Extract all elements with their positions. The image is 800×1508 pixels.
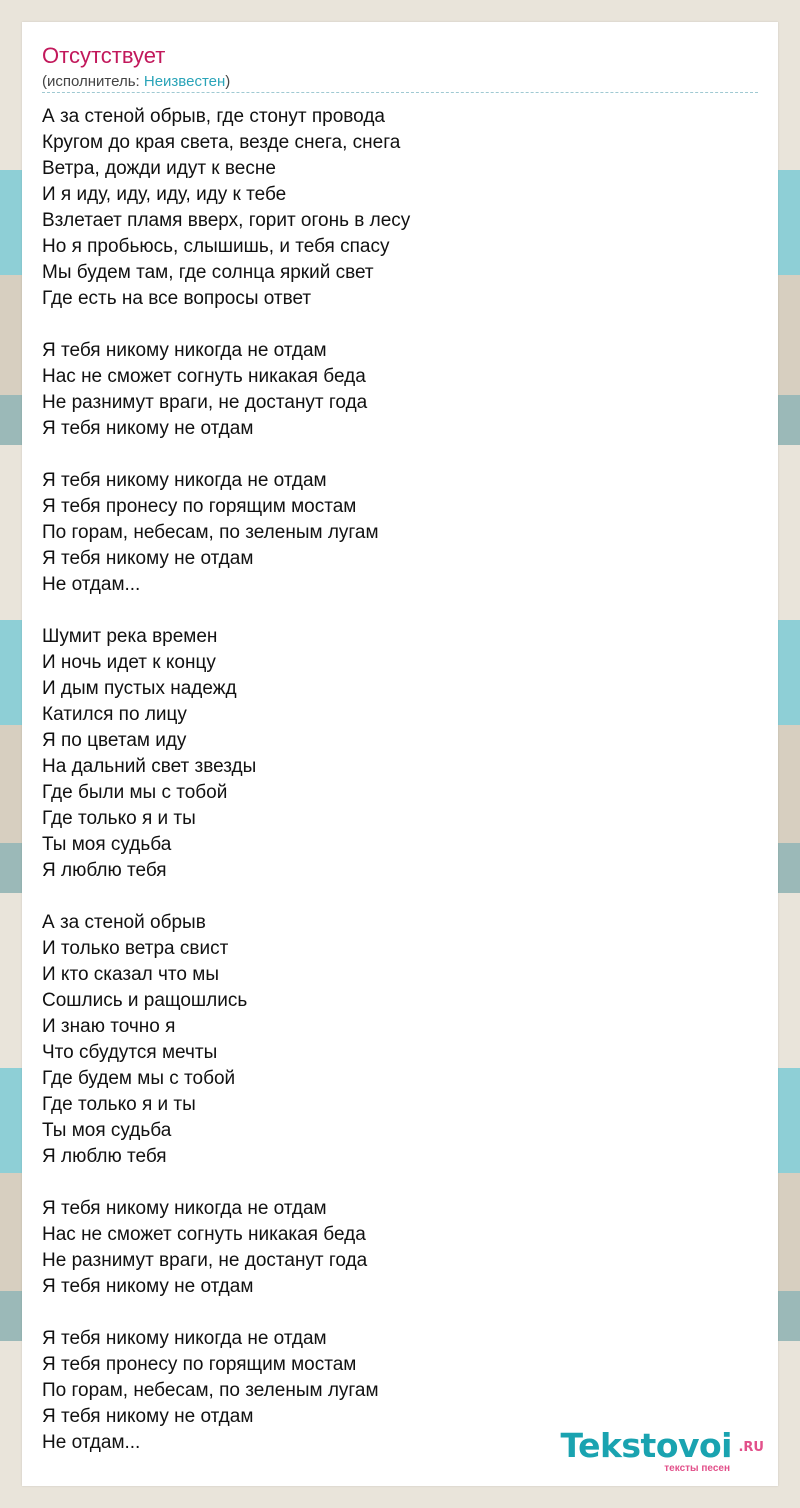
lyric-line: Я тебя никому никогда не отдам <box>42 340 327 361</box>
lyric-line: На дальний свет звезды <box>42 756 257 777</box>
lyric-line: Где были мы с тобой <box>42 782 228 803</box>
stanza-gap <box>42 442 742 468</box>
lyric-line: Я тебя пронесу по горящим мостам <box>42 1354 357 1375</box>
site-logo[interactable] <box>560 1426 770 1478</box>
stanza-gap <box>42 884 742 910</box>
dashed-divider <box>42 92 758 93</box>
lyric-line: Я люблю тебя <box>42 1146 167 1167</box>
stanza-gap <box>42 598 742 624</box>
lyric-line: Я тебя никому не отдам <box>42 548 254 569</box>
lyric-line: А за стеной обрыв, где стонут провода <box>42 106 385 127</box>
lyric-line: Взлетает пламя вверх, горит огонь в лесу <box>42 210 411 231</box>
lyric-line: Я тебя никому никогда не отдам <box>42 1328 327 1349</box>
lyric-line: Где только я и ты <box>42 808 196 829</box>
lyric-line: Мы будем там, где солнца яркий свет <box>42 262 374 283</box>
lyric-line: Но я пробьюсь, слышишь, и тебя спасу <box>42 236 390 257</box>
lyric-line: По горам, небесам, по зеленым лугам <box>42 522 379 543</box>
lyric-line: Что сбудутся мечты <box>42 1042 218 1063</box>
lyric-line: Ветра, дожди идут к весне <box>42 158 276 179</box>
lyric-line: И знаю точно я <box>42 1016 176 1037</box>
lyric-line: Где только я и ты <box>42 1094 196 1115</box>
logo-wordmark: Tekstovoi <box>560 1426 732 1465</box>
logo-subtitle: тексты песен <box>664 1463 730 1474</box>
lyric-line: По горам, небесам, по зеленым лугам <box>42 1380 379 1401</box>
lyric-line: Где будем мы с тобой <box>42 1068 236 1089</box>
artist-prefix: (исполнитель: <box>42 73 144 90</box>
lyric-line: Где есть на все вопросы ответ <box>42 288 312 309</box>
lyric-line: Я тебя никому не отдам <box>42 1276 254 1297</box>
stanza-gap <box>42 312 742 338</box>
song-title: Отсутствует <box>42 43 166 68</box>
lyric-line: И я иду, иду, иду, иду к тебе <box>42 184 287 205</box>
lyric-line: Не разнимут враги, не достанут года <box>42 1250 368 1271</box>
lyric-line: И кто сказал что мы <box>42 964 219 985</box>
stanza-gap <box>42 1300 742 1326</box>
lyric-line: И ночь идет к концу <box>42 652 216 673</box>
lyric-line: Ты моя судьба <box>42 1120 172 1141</box>
lyric-line: Я тебя никому не отдам <box>42 1406 254 1427</box>
lyric-line: И дым пустых надежд <box>42 678 237 699</box>
lyric-line: И только ветра свист <box>42 938 229 959</box>
lyric-line: Сошлись и ращошлись <box>42 990 248 1011</box>
lyrics-card <box>22 22 778 1486</box>
lyric-line: Я по цветам иду <box>42 730 187 751</box>
lyric-line: Катился по лицу <box>42 704 187 725</box>
lyric-line: Я тебя пронесу по горящим мостам <box>42 496 357 517</box>
lyric-line: Я тебя никому не отдам <box>42 418 254 439</box>
lyric-line: Не отдам... <box>42 1432 141 1453</box>
lyric-line: Не разнимут враги, не достанут года <box>42 392 368 413</box>
artist-link[interactable]: Неизвестен <box>143 73 226 90</box>
lyric-line: Нас не сможет согнуть никакая беда <box>42 1224 366 1245</box>
lyrics-body <box>42 104 742 1456</box>
lyric-line: Нас не сможет согнуть никакая беда <box>42 366 366 387</box>
stanza-gap <box>42 1170 742 1196</box>
lyric-line: Не отдам... <box>42 574 141 595</box>
lyric-line: Ты моя судьба <box>42 834 172 855</box>
artist-line <box>42 72 230 92</box>
lyric-line: Кругом до края света, везде снега, снега <box>42 132 401 153</box>
logo-domain: .RU <box>738 1440 764 1455</box>
lyric-line: Я люблю тебя <box>42 860 167 881</box>
lyric-line: А за стеной обрыв <box>42 912 206 933</box>
artist-suffix: ) <box>225 73 231 90</box>
lyric-line: Я тебя никому никогда не отдам <box>42 1198 327 1219</box>
lyric-line: Шумит река времен <box>42 626 218 647</box>
lyric-line: Я тебя никому никогда не отдам <box>42 470 327 491</box>
